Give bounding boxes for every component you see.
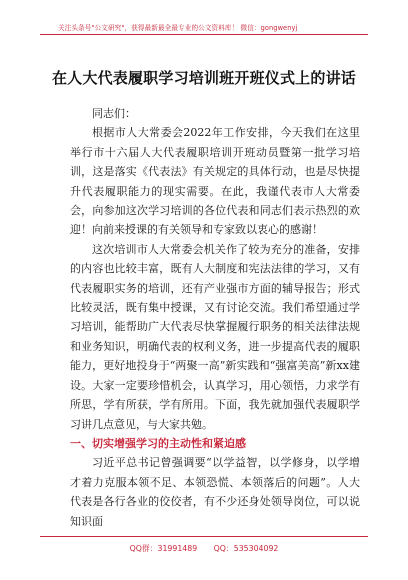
salutation: 同志们：: [92, 107, 136, 120]
document-title: 在人大代表履职学习培训班开班仪式上的讲话: [51, 69, 356, 87]
footer-divider: [40, 536, 368, 537]
body-paragraph: 这次培训市人大常委会机关作了较为充分的准备，安排的内容也比较丰富，既有人大制度和宪法法律的学习，又有代表履职实务的培训，还有产业强市方面的辅导报告；形式比较灵活，既有集中授课，又有讨论交流。我们希望通过学习培训，能帮助广大代表尽快掌握履行职务的相关法律法规和业务知识，明确代表的权利义务，进一步提高代表的履职能力，更好地投身于“两聚一高”新实践和“强富美高”新xx建设。大家一定要珍惜机会，认真学习，用心领悟，力求学有所思，学有所获，学有所用。下面，我先就加强代表履职学习讲几点意见，与大家共勉。: [70, 242, 360, 431]
document-body: [70, 104, 360, 531]
section-heading: 一、切实增强学习的主动性和紧迫感: [70, 436, 246, 450]
footer-qq: QQ：535304092: [213, 544, 279, 553]
section-paragraph: 习近平总书记曾强调要“以学益智，以学修身，以学增才着力克服本领不足、本领恐慌、本领落后的问题”。人大代表是各行各业的佼佼者，有不少还身处领导岗位，可以说知识面: [70, 456, 360, 528]
header-divider: [40, 34, 368, 35]
footer-qq-group: QQ群：31991489: [129, 544, 198, 553]
footer-contact: [40, 543, 368, 554]
body-paragraph: 根据市人大常委会2022年工作安排，今天我们在这里举行市十六届人大代表履职培训开班动员暨第一批学习培训，这是落实《代表法》有关规定的具体行动，也是尽快提升代表履职能力的现实需要。在此，我谨代表市人大常委会，向参加这次学习培训的各位代表和同志们表示热烈的欢迎！向前来授课的有关领导和专家致以衷心的感谢！: [70, 126, 360, 237]
header-banner: 关注头条号"公文研究"，获得最新最全最专业的公文资料库！ 微信：gongwenyj: [58, 24, 298, 32]
